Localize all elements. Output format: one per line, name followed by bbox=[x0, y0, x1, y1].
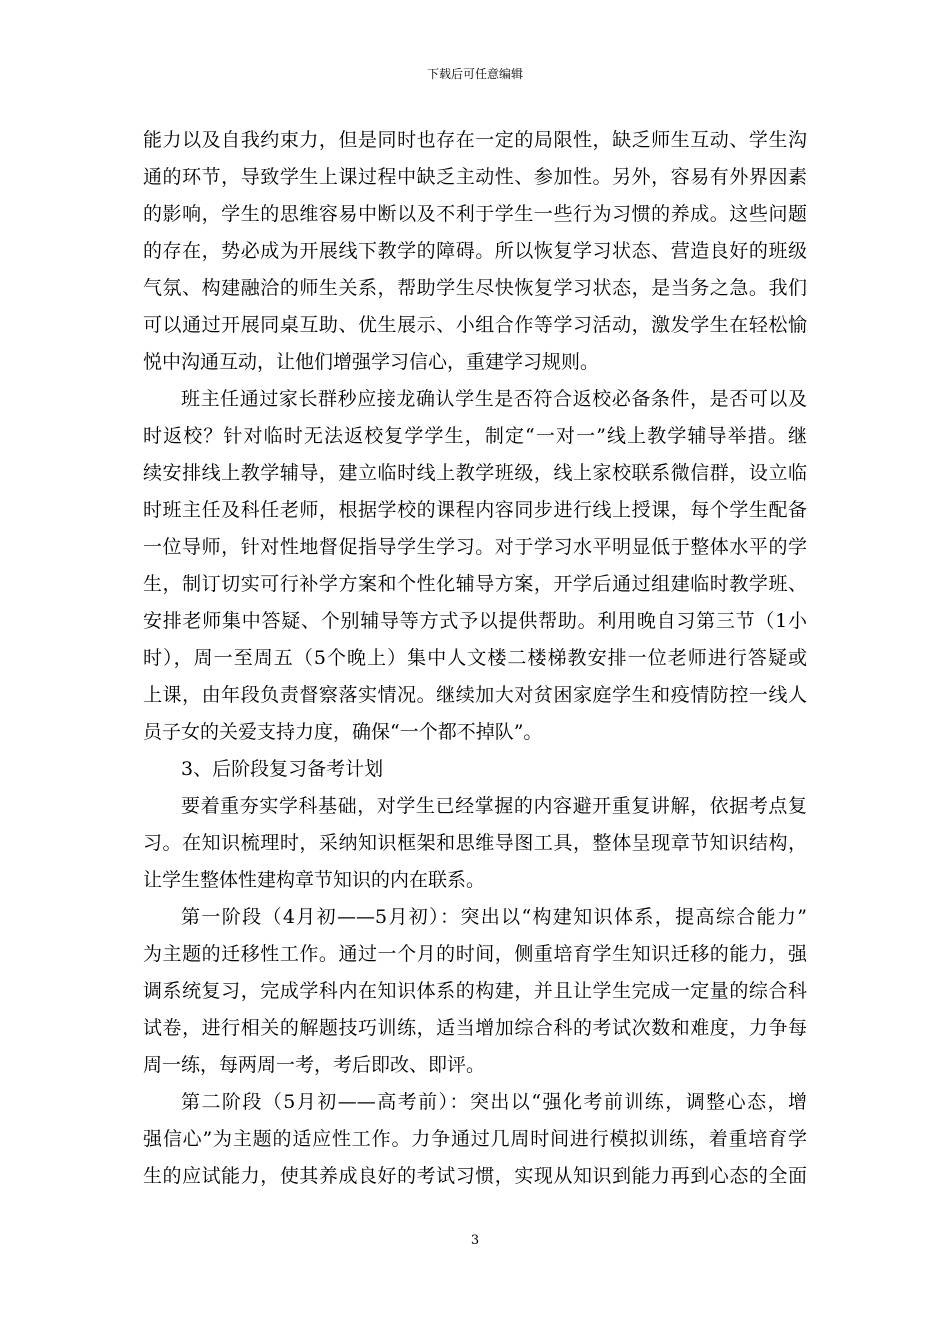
text-line: 时班主任及科任老师，根据学校的课程内容同步进行线上授课，每个学生配备 bbox=[143, 499, 807, 521]
text-line: 安排老师集中答疑、个别辅导等方式予以提供帮助。利用晚自习第三节（1小 bbox=[143, 610, 807, 632]
text-line: 的存在，势必成为开展线下教学的障碍。所以恢复学习状态、营造良好的班级 bbox=[143, 240, 807, 262]
text-line: 通的环节，导致学生上课过程中缺乏主动性、参加性。另外，容易有外界因素 bbox=[143, 166, 807, 188]
text-line: 强信心”为主题的适应性工作。力争通过几周时间进行模拟训练，着重培育学 bbox=[143, 1128, 807, 1150]
text-line: 时返校？针对临时无法返校复学学生，制定“一对一”线上教学辅导举措。继 bbox=[143, 425, 807, 447]
document-body bbox=[143, 122, 807, 1195]
text-line: 上课，由年段负责督察落实情况。继续加大对贫困家庭学生和疫情防控一线人 bbox=[143, 684, 807, 706]
text-line: 生，制订切实可行补学方案和个性化辅导方案，开学后通过组建临时教学班、 bbox=[143, 573, 807, 595]
page-number: 3 bbox=[470, 1233, 480, 1248]
page-header: 下载后可任意编辑 bbox=[426, 67, 523, 81]
text-line: 班主任通过家长群秒应接龙确认学生是否符合返校必备条件，是否可以及 bbox=[181, 388, 807, 410]
text-line: 可以通过开展同桌互助、优生展示、小组合作等学习活动，激发学生在轻松愉 bbox=[143, 314, 807, 336]
text-line: 试卷，进行相关的解题技巧训练，适当增加综合科的考试次数和难度，力争每 bbox=[143, 1017, 807, 1039]
text-line: 续安排线上教学辅导，建立临时线上教学班级，线上家校联系微信群，设立临 bbox=[143, 462, 807, 484]
text-line: 员子女的关爱支持力度，确保“一个都不掉队”。 bbox=[143, 721, 543, 743]
text-line: 气氛、构建融洽的师生关系，帮助学生尽快恢复学习状态，是当务之急。我们 bbox=[143, 277, 807, 299]
text-line: 要着重夯实学科基础，对学生已经掌握的内容避开重复讲解，依据考点复 bbox=[181, 795, 807, 817]
text-line: 一位导师，针对性地督促指导学生学习。对于学习水平明显低于整体水平的学 bbox=[143, 536, 807, 558]
text-line: 习。在知识梳理时，采纳知识框架和思维导图工具，整体呈现章节知识结构， bbox=[143, 832, 807, 854]
text-line: 让学生整体性建构章节知识的内在联系。 bbox=[143, 869, 486, 891]
text-line: 时），周一至周五（5个晚上）集中人文楼二楼梯教安排一位老师进行答疑或 bbox=[143, 647, 807, 669]
text-line: 生的应试能力，使其养成良好的考试习惯，实现从知识到能力再到心态的全面 bbox=[143, 1165, 807, 1187]
text-line: 第二阶段（5月初——高考前）：突出以“强化考前训练，调整心态，增 bbox=[181, 1091, 807, 1113]
section-heading: 3、后阶段复习备考计划 bbox=[181, 758, 384, 780]
text-line: 第一阶段（4月初——5月初）：突出以“构建知识体系，提高综合能力” bbox=[181, 906, 807, 928]
text-line: 的影响，学生的思维容易中断以及不利于学生一些行为习惯的养成。这些问题 bbox=[143, 203, 807, 225]
text-line: 周一练，每两周一考，考后即改、即评。 bbox=[143, 1054, 486, 1076]
text-line: 能力以及自我约束力，但是同时也存在一定的局限性，缺乏师生互动、学生沟 bbox=[143, 129, 807, 151]
text-line: 悦中沟通互动，让他们增强学习信心，重建学习规则。 bbox=[143, 351, 600, 373]
text-line: 调系统复习，完成学科内在知识体系的构建，并且让学生完成一定量的综合科 bbox=[143, 980, 807, 1002]
text-line: 为主题的迁移性工作。通过一个月的时间，侧重培育学生知识迁移的能力，强 bbox=[143, 943, 807, 965]
